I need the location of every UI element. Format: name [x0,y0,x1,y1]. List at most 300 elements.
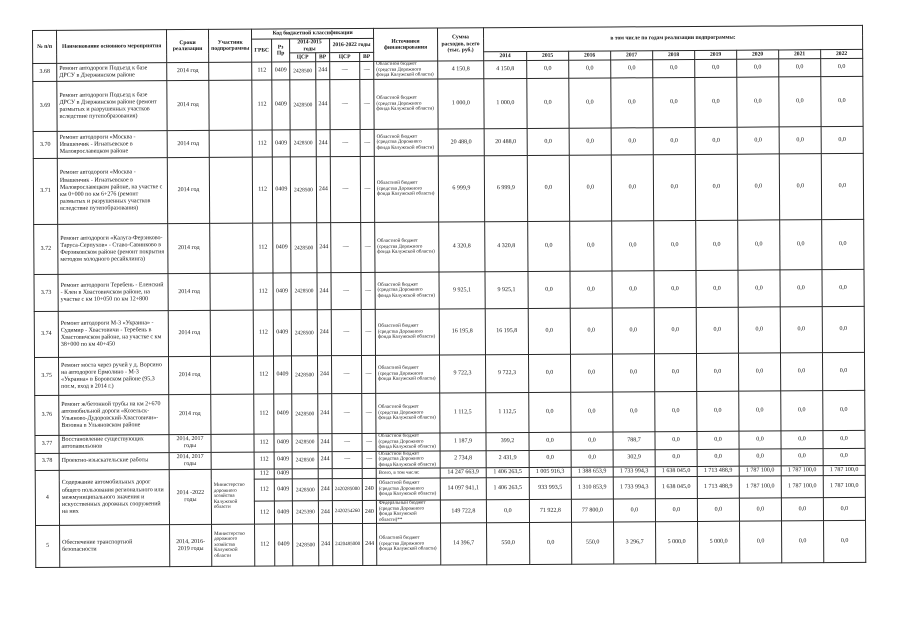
row-csr-2: — [330,80,360,130]
row-year-value: 0,0 [612,354,654,392]
row-year-value: 1 713 488,9 [697,466,739,476]
col-header-year: 2020 [737,50,779,59]
table-row [35,353,865,396]
row-source: Областной бюджет (средства Дорожного фонда Калужской области) [374,156,438,222]
col-header-year: 2015 [527,51,569,60]
row-rzpr: 0409 [272,62,290,80]
row-year-value: 0,0 [527,60,569,78]
row-csr-2: — [330,62,360,80]
row-year-value: 1 787 100,0 [739,466,781,476]
row-csr-2: 2420254260 [332,501,362,524]
row-rzpr: 0409 [272,157,290,223]
row-year-value: 0,0 [697,498,739,521]
row-rzpr: 0409 [274,501,292,524]
row-vr-2: 244 [362,524,376,566]
row-year-value: 933 993,5 [529,477,571,499]
row-participant: Министерство дорожного хозяйства Калужской области [211,469,255,524]
row-vr-2: — [360,157,374,223]
row-year-value: 0,0 [611,128,653,155]
row-name: Ремонт моста через ручей у д. Ворсино на автодороге Ермолино - М-3 «Украина» в Боровском районе (95,3 пог.м, вход в 2014 г.) [59,357,169,396]
row-name: Ремонт автодороги Подъезд к базе ДРСУ в Дзержинском районе (ремонт размытых и разрушенных участков вследствие путепобразования) [57,81,167,132]
row-vr-1: 244 [316,80,330,130]
row-year-value: 0,0 [653,60,695,78]
row-num: 3.73 [34,275,58,312]
row-year-value: 0,0 [529,392,571,432]
row-csr-2: — [330,157,360,223]
row-vr-1: 244 [318,434,332,452]
row-term: 2014 год [169,395,211,435]
row-year-value: 0,0 [779,127,821,154]
row-participant [210,273,253,310]
row-year-value: 0,0 [779,77,821,127]
row-num: 3.74 [34,312,58,358]
table-row [34,307,864,358]
row-num: 3.76 [35,396,59,436]
col-header-participant: Участник подпрограммы [208,29,251,62]
row-csr-2 [332,469,362,479]
row-year-value: 0,0 [529,522,571,564]
row-year-value: 0,0 [653,78,695,128]
row-vr-2: — [360,130,374,157]
row-source: Областной бюджет (средства Дорожного фонда Калужской области) [375,222,439,272]
row-num: 3.78 [35,453,59,471]
row-vr-1: 244 [316,62,330,80]
row-rzpr: 0409 [273,273,291,310]
row-year-value: 0,0 [613,499,655,522]
row-year-value: 0,0 [571,450,613,468]
row-csr-1: 2428500 [292,479,318,501]
row-year-value: 0,0 [571,392,613,432]
row-year-value: 20 488,0 [484,129,527,156]
row-num: 5 [36,526,60,568]
row-year-value: 0,0 [821,59,863,77]
row-source: Областной бюджет (средства Дорожного фонда Калужской области) [374,61,438,79]
row-participant [209,130,252,157]
row-term: 2014 год [167,158,209,224]
row-rzpr: 0409 [272,130,290,157]
row-vr-2: — [361,273,375,310]
row-grbs: 112 [255,524,275,566]
row-source: Областной бюджет (средства Дорожного фонда Калужской области) [376,523,440,565]
row-rzpr: 0409 [274,394,292,434]
row-total: 16 195,8 [439,309,485,355]
row-year-value: 0,0 [821,77,863,127]
row-total: 14 247 663,9 [440,468,486,478]
row-total: 2 734,8 [440,450,486,468]
row-name: Ремонт автодороги «Москва - Ивашенчик - Игнатьевское в Малоярославецком районе [57,131,167,159]
row-year-value: 4 320,8 [485,222,528,272]
row-year-value: 0,0 [655,392,697,432]
row-csr-2: — [332,394,362,434]
row-term: 2014 год [168,357,210,395]
row-year-value: 3 296,7 [613,522,655,564]
col-header-period-2: 2016-2022 годы [329,38,373,52]
col-header-year: 2022 [821,50,863,59]
row-vr-2: 240 [362,501,376,524]
row-year-value: 0,0 [822,353,864,391]
row-year-value: 0,0 [739,431,781,449]
row-grbs: 112 [254,469,274,479]
table-row [36,521,866,568]
row-csr-1: 2428500 [292,524,318,566]
row-year-value: 0,0 [571,432,613,450]
row-year-value: 0,0 [737,59,779,77]
row-source: Областной бюджет (средства Дорожного фонда Калужской области) [375,355,439,393]
row-year-value: 0,0 [528,308,570,354]
row-year-value: 0,0 [654,271,696,308]
row-vr-1: 244 [318,479,332,501]
row-source: Федеральный бюджет (средства Дорожного фонда Калужской области)** [376,500,440,523]
row-year-value: 0,0 [527,155,569,221]
row-total: 9 722,3 [439,355,485,393]
row-year-value: 0,0 [654,221,696,271]
row-year-value: 0,0 [527,128,569,155]
row-year-value: 0,0 [612,221,654,271]
row-csr-1: 2428500 [290,130,316,157]
row-grbs: 112 [255,501,275,524]
row-year-value: 0,0 [739,449,781,467]
row-vr-2: — [360,80,374,130]
program-table [32,25,866,568]
col-header-grbs: ГРБС [252,39,272,62]
row-name: Ремонт автодороги Теребень - Еленский - Клен в Хвастовичском районе, на участке с км 10+050 по км 12+800 [58,274,168,312]
row-year-value: 0,0 [569,128,611,155]
row-total: 9 925,1 [439,272,485,309]
row-year-value: 2 431,9 [486,450,529,468]
row-source: Областной бюджет (средства Дорожного фонда Калужской области) [374,79,438,129]
row-vr-1: 244 [316,157,330,223]
row-csr-2: — [330,130,360,157]
row-num: 3.68 [33,64,57,82]
row-csr-2: — [332,434,362,452]
col-header-name: Наименование основного мероприятия [57,30,167,64]
row-year-value: 0,0 [737,154,779,220]
row-year-value: 0,0 [822,270,864,307]
row-year-value: 0,0 [528,271,570,308]
row-year-value: 0,0 [781,448,823,466]
row-year-value: 0,0 [779,154,821,220]
row-grbs: 112 [252,80,272,130]
row-year-value: 71 922,8 [529,499,571,522]
row-term: 2014 -2022 годы [169,470,211,525]
row-year-value: 0,0 [780,220,822,270]
row-num: 4 [35,471,59,526]
row-total: 1 187,9 [440,433,486,451]
row-term: 2014, 2016-2019 годы [170,525,212,567]
col-header-year: 2016 [569,51,611,60]
row-vr-1: 244 [318,524,332,566]
row-name: Ремонт автодороги «Калуга-Ферзиково-Таруса-Серпухов» - Ставо-Савинково в Ферзиковском районе (ремонт покрытия методом холодного ресайклинга) [58,224,168,275]
col-header-by-years: в том числе по годам реализации подпрограммы: [483,25,862,52]
table-row [33,77,863,132]
row-rzpr: 0409 [274,479,292,501]
row-total: 4 320,8 [439,222,485,272]
row-year-value: 0,0 [695,77,737,127]
row-rzpr: 0409 [272,80,290,130]
row-year-value: 550,0 [571,522,613,564]
row-csr-2: — [331,310,361,356]
row-year-value: 1 787 100,0 [823,476,865,498]
row-rzpr: 0409 [273,356,291,394]
row-num: 3.75 [35,358,59,396]
row-term: 2014 год [167,81,209,131]
row-csr-1 [292,469,318,479]
document-sheet [32,25,866,568]
row-vr-2: 240 [362,479,376,501]
row-name: Восстановление существующих автопавильонов [59,435,169,453]
row-year-value: 0,0 [821,154,863,220]
row-vr-1: 244 [317,356,331,394]
row-year-value: 0,0 [527,78,569,128]
row-participant [211,452,254,470]
row-name: Проектно-изыскательские работы [59,452,169,470]
row-year-value: 0,0 [655,449,697,467]
row-year-value: 0,0 [696,220,738,270]
col-header-year: 2021 [779,50,821,59]
table-row [33,154,863,225]
row-year-value: 302,9 [613,449,655,467]
row-vr-1: 244 [316,130,330,157]
row-vr-2: — [362,434,376,452]
row-participant [210,356,253,394]
col-header-budget-class: Код бюджетной классификации [252,28,374,39]
row-name: Содержание автомобильных дорог общего пользования регионального или межмуниципального значения и искусственных дорожных сооружений на них [59,470,169,526]
row-csr-1: 2428500 [291,223,317,273]
row-year-value: 0,0 [653,128,695,155]
row-year-value: 0,0 [696,353,738,391]
row-vr-1: 244 [318,394,332,434]
row-year-value: 0,0 [653,155,695,221]
row-grbs: 112 [253,157,273,223]
row-grbs: 112 [254,356,274,394]
row-vr-2: — [360,62,374,80]
row-year-value: 0,0 [611,60,653,78]
row-source: Областной бюджет (средства Дорожного фонда Калужской области) [376,478,440,500]
row-year-value: 0,0 [697,431,739,449]
col-header-year: 2014 [484,52,527,61]
row-grbs: 112 [254,479,274,501]
row-vr-2: — [361,223,375,273]
row-year-value: 0,0 [823,431,865,449]
row-year-value: 0,0 [570,308,612,354]
table-row [34,270,864,312]
row-year-value: 0,0 [821,127,863,154]
row-year-value: 0,0 [569,78,611,128]
row-total: 4 150,8 [438,61,484,79]
row-year-value: 0,0 [780,270,822,307]
row-year-value: 1 310 853,9 [571,477,613,499]
row-year-value: 16 195,8 [485,309,528,355]
row-year-value: 5 000,0 [655,522,697,564]
row-year-value: 0,0 [570,221,612,271]
col-header-year: 2018 [653,51,695,60]
row-vr-1: 244 [317,310,331,356]
row-csr-1: 2425390 [292,501,318,524]
row-grbs: 112 [252,62,272,80]
row-rzpr: 0409 [274,469,292,479]
row-year-value: 0,0 [697,391,739,431]
row-participant [211,434,254,452]
row-year-value: 0,0 [696,270,738,307]
row-year-value: 0,0 [781,391,823,431]
col-header-year: 2019 [695,50,737,59]
row-rzpr: 0409 [274,434,292,452]
row-year-value: 0,0 [655,499,697,522]
row-year-value: 1 005 916,3 [529,467,571,477]
row-vr-2: — [361,310,375,356]
row-year-value: 0,0 [570,354,612,392]
col-header-terms: Сроки реализации [167,29,209,62]
row-grbs: 112 [253,310,273,356]
row-csr-1: 2428500 [290,62,316,80]
row-grbs: 112 [254,434,274,452]
row-year-value: 0,0 [739,391,781,431]
row-participant: Министерство дорожного хозяйства Калужской области [212,524,256,566]
row-vr-1: 244 [317,273,331,310]
row-source: Областной бюджет (средства Дорожного фонда Калужской области) [375,309,439,355]
row-grbs: 112 [254,452,274,470]
row-year-value: 550,0 [486,523,529,565]
row-year-value: 1 733 994,3 [613,467,655,477]
row-year-value: 788,7 [613,432,655,450]
row-rzpr: 0409 [274,452,292,470]
col-header-rzpr: Рз Пр [271,39,289,62]
row-source: Областной бюджет (средства Дорожного фонда Калужской области) [376,451,440,469]
row-source: Областной бюджет (средства Дорожного фонда Калужской области) [376,393,440,433]
row-name: Ремонт автодороги Подъезд к базе ДРСУ в Дзержинском районе [57,63,167,82]
row-participant [209,157,253,223]
table-row [35,391,865,436]
row-num: 3.77 [35,436,59,454]
row-vr-1: 244 [318,501,332,524]
row-year-value: 77 800,0 [571,499,613,522]
row-name: Ремонт автодороги М-3 «Украина» - Судимир - Хвастовичи - Теребень в Хвастовичском районе, на участке с км 38+000 по км 40+450 [58,311,168,358]
row-year-value: 0,0 [822,220,864,270]
row-year-value: 0,0 [781,521,823,563]
row-vr-2: — [362,451,376,469]
col-header-period-1: 2014-2015 годы [289,39,329,53]
row-year-value: 0,0 [697,449,739,467]
col-header-vr-1: ВР [316,53,330,62]
row-year-value: 9 722,3 [485,355,528,393]
row-year-value: 1 733 994,3 [613,477,655,499]
row-year-value: 0,0 [780,353,822,391]
row-term: 2014, 2017 годы [169,435,211,453]
row-num: 3.70 [33,132,57,159]
col-header-num: № п/п [33,30,57,63]
row-total: 14 097 941,1 [440,478,486,500]
row-csr-2: — [331,223,361,273]
col-header-year: 2017 [611,51,653,60]
row-csr-2: — [331,356,361,394]
row-year-value: 0,0 [780,307,822,353]
row-year-value: 0,0 [739,521,781,563]
col-header-vr-2: ВР [360,53,374,62]
row-csr-1: 2428500 [290,157,316,223]
row-year-value: 0,0 [696,307,738,353]
row-grbs: 112 [254,394,274,434]
row-total: 149 722,8 [440,500,486,523]
row-vr-2 [362,469,376,479]
row-year-value: 1 787 100,0 [781,466,823,476]
row-term: 2014 год [168,311,210,357]
row-year-value: 1 000,0 [484,79,527,129]
col-header-source: Источники финансирования [373,28,437,62]
row-year-value: 0,0 [823,521,865,563]
row-source: Областной бюджет (средства Дорожного фонда Калужской области) [376,433,440,451]
row-source: Областной бюджет (средства Дорожного фонда Калужской области) [375,272,439,309]
row-year-value: 0,0 [612,271,654,308]
row-name: Ремонт автодороги «Москва - Ивашенчик - Игнатьевское в Малоярославецком районе, на участке с км 0+000 по км 6+276 (ремонт размытых и разрушенных участков вследствие путепобразования) [57,158,167,225]
row-year-value: 0,0 [738,353,780,391]
row-year-value: 0,0 [822,307,864,353]
row-rzpr: 0409 [274,524,292,566]
row-year-value: 0,0 [695,127,737,154]
row-year-value: 1 112,5 [486,393,529,433]
row-year-value: 0,0 [823,391,865,431]
row-year-value: 1 787 100,0 [781,476,823,498]
row-year-value: 0,0 [486,500,529,523]
row-year-value: 1 406 263,5 [486,478,529,500]
row-participant [211,394,254,434]
row-year-value: 0,0 [779,59,821,77]
row-total: 1 112,5 [440,393,486,433]
row-num: 3.72 [34,225,58,275]
row-year-value: 0,0 [738,270,780,307]
row-term: 2014 год [167,63,209,81]
row-num: 3.71 [33,159,57,225]
row-total: 6 999,9 [438,156,484,222]
row-year-value: 0,0 [695,154,737,220]
row-year-value: 0,0 [781,498,823,521]
row-term: 2014 год [167,131,209,158]
row-source: Областной бюджет (средства Дорожного фонда Калужской области) [374,129,438,156]
row-term: 2014 год [168,224,210,274]
row-year-value: 0,0 [612,308,654,354]
row-year-value: 0,0 [738,307,780,353]
row-vr-2: — [362,394,376,434]
row-grbs: 112 [252,130,272,157]
row-year-value: 0,0 [823,448,865,466]
row-year-value: 6 999,9 [484,156,527,222]
row-csr-2: — [331,273,361,310]
row-year-value: 0,0 [654,308,696,354]
row-year-value: 4 150,8 [484,61,527,79]
row-year-value: 0,0 [529,432,571,450]
row-year-value: 1 787 100,0 [739,476,781,498]
row-year-value: 0,0 [528,354,570,392]
row-year-value: 0,0 [611,78,653,128]
row-participant [210,223,254,273]
row-csr-1: 2428500 [291,310,317,356]
row-year-value: 0,0 [737,127,779,154]
row-year-value: 0,0 [737,77,779,127]
row-year-value: 0,0 [739,498,781,521]
row-total: 20 488,0 [438,129,484,156]
row-year-value: 1 638 045,0 [655,467,697,477]
row-participant [209,62,252,80]
row-total: 1 000,0 [438,79,484,129]
row-year-value: 0,0 [569,155,611,221]
row-year-value: 0,0 [695,59,737,77]
row-vr-1: 244 [318,451,332,469]
row-year-value: 0,0 [655,432,697,450]
row-participant [210,310,254,356]
row-year-value: 0,0 [781,431,823,449]
row-year-value: 0,0 [570,271,612,308]
row-name: Обеспечение транспортной безопасности [60,525,170,568]
table-row [34,220,864,275]
